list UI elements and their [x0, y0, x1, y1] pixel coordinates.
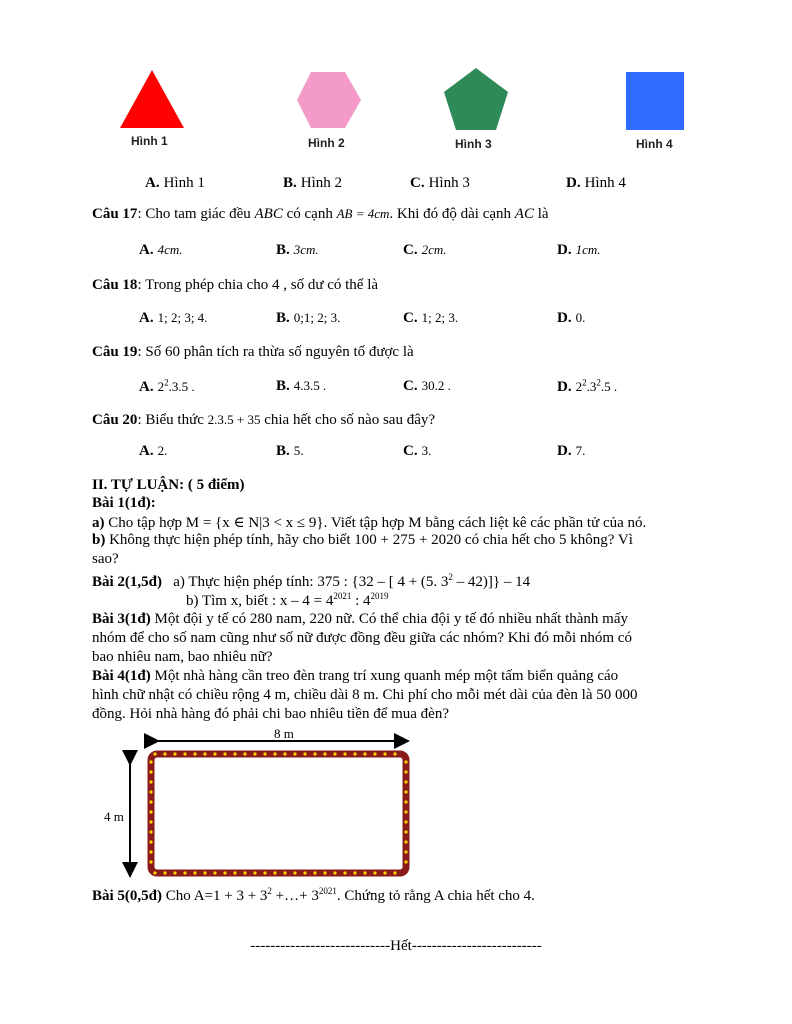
light-bulb — [193, 752, 196, 755]
q17-option-d: D. 1cm. — [557, 242, 601, 258]
q18-option-b: B. 0;1; 2; 3. — [276, 310, 341, 326]
question-17: Câu 17: Cho tam giác đều ABC có cạnh AB = 4cm. Khi đó độ dài cạnh AC là — [92, 206, 549, 222]
light-bulb — [404, 810, 407, 813]
bai-3-line-1: Bài 3(1đ) Một đội y tế có 280 nam, 220 nữ. Có thể chia đội y tế đó nhiều nhất thành mấy — [92, 611, 628, 627]
light-bulb — [363, 871, 366, 874]
shapes-figure — [0, 60, 792, 140]
q16-option-c: C. Hình 3 — [410, 175, 470, 191]
light-bulb — [383, 871, 386, 874]
shape-label-1: Hình 1 — [131, 134, 168, 148]
light-bulb — [149, 820, 152, 823]
light-bulb — [263, 871, 266, 874]
bai-1-b: b) Không thực hiện phép tính, hãy cho biết 100 + 275 + 2020 có chia hết cho 5 không? Vì — [92, 532, 633, 548]
light-bulb — [223, 752, 226, 755]
light-bulb — [404, 850, 407, 853]
light-bulb — [404, 830, 407, 833]
light-bulb — [353, 871, 356, 874]
light-bulb — [323, 871, 326, 874]
light-bulb — [149, 780, 152, 783]
bai-4-line-1: Bài 4(1đ) Một nhà hàng cần treo đèn trang trí xung quanh mép một tấm biển quảng cáo — [92, 668, 619, 684]
light-bulb — [393, 752, 396, 755]
light-bulb — [149, 810, 152, 813]
light-bulb — [373, 871, 376, 874]
light-bulb — [213, 752, 216, 755]
q18-option-c: C. 1; 2; 3. — [403, 310, 459, 326]
pentagon-shape — [444, 68, 508, 130]
q19-option-a: A. $2^2.3.5$ . — [139, 378, 195, 396]
light-bulb — [404, 780, 407, 783]
light-bulb — [263, 752, 266, 755]
q20-option-c: C. 3. — [403, 443, 432, 459]
bai-4-line-2: hình chữ nhật có chiều rộng 4 m, chiều dài 8 m. Chi phí cho mỗi mét dài của đèn là 50 000 — [92, 687, 638, 703]
light-bulb — [293, 752, 296, 755]
light-bulb — [233, 752, 236, 755]
bai-4-line-3: đồng. Hỏi nhà hàng đó phải chi bao nhiêu tiền để mua đèn? — [92, 706, 449, 722]
light-bulb — [273, 752, 276, 755]
bai-1-b-cont: sao? — [92, 551, 119, 567]
q16-option-a: A. Hình 1 — [145, 175, 205, 191]
light-bulb — [149, 790, 152, 793]
end-marker: ----------------------------Hết-------------------------- — [250, 938, 542, 954]
light-bulb — [303, 871, 306, 874]
question-20: Câu 20: Biểu thức 2.3.5 + 35 chia hết cho số nào sau đây? — [92, 412, 436, 428]
light-bulb — [253, 752, 256, 755]
light-bulb — [303, 752, 306, 755]
light-bulb — [203, 871, 206, 874]
light-bulb — [149, 850, 152, 853]
q19-option-d: D. $2^2.3^2.5$ . — [557, 378, 618, 396]
light-bulb — [363, 752, 366, 755]
light-bulb — [333, 871, 336, 874]
shape-label-4: Hình 4 — [636, 137, 673, 151]
light-bulb — [173, 752, 176, 755]
height-label: 4 m — [104, 809, 124, 824]
bai-1-title: Bài 1(1đ): — [92, 495, 156, 511]
light-bulb — [149, 830, 152, 833]
light-bulb — [153, 752, 156, 755]
light-bulb — [404, 760, 407, 763]
light-bulb — [404, 840, 407, 843]
bai-2-b: b) Tìm x, biết : $x - 4 = 4^{2021}$ : $4^{2019}$ — [186, 591, 389, 609]
sign-frame — [151, 754, 406, 873]
light-bulb — [353, 752, 356, 755]
light-bulb — [333, 752, 336, 755]
light-bulb — [313, 752, 316, 755]
light-bulb — [383, 752, 386, 755]
light-bulb — [404, 770, 407, 773]
question-18: Câu 18: Trong phép chia cho 4 , số dư có thể là — [92, 277, 379, 293]
q16-option-d: D. Hình 4 — [566, 175, 626, 191]
light-bulb — [313, 871, 316, 874]
light-bulb — [183, 752, 186, 755]
q18-option-d: D. 0. — [557, 310, 586, 326]
light-bulb — [149, 840, 152, 843]
sign-figure — [0, 730, 792, 880]
q20-option-b: B. 5. — [276, 443, 304, 459]
light-bulb — [243, 871, 246, 874]
light-bulb — [283, 871, 286, 874]
width-label: 8 m — [274, 726, 294, 741]
part-2-title: II. TỰ LUẬN: ( 5 điểm) — [92, 477, 245, 493]
triangle-shape — [120, 70, 184, 128]
light-bulb — [373, 752, 376, 755]
q20-option-d: D. 7. — [557, 443, 586, 459]
bai-5: Bài 5(0,5đ) Cho $A=1 + 3 + 3^2$ +…+ $3^{2021}$. Chứng tỏ rằng A chia hết cho 4. — [92, 886, 535, 904]
bai-3-line-3: bao nhiêu nam, bao nhiêu nữ? — [92, 649, 273, 665]
light-bulb — [223, 871, 226, 874]
shape-label-2: Hình 2 — [308, 136, 345, 150]
light-bulb — [253, 871, 256, 874]
light-bulb — [153, 871, 156, 874]
light-bulb — [273, 871, 276, 874]
light-bulb — [149, 770, 152, 773]
light-bulb — [193, 871, 196, 874]
question-19: Câu 19: Số 60 phân tích ra thừa số nguyên tố được là — [92, 344, 414, 360]
light-bulb — [149, 760, 152, 763]
light-bulb — [343, 871, 346, 874]
q18-option-a: A. 1; 2; 3; 4. — [139, 310, 208, 326]
q20-option-a: A. 2. — [139, 443, 168, 459]
light-bulb — [323, 752, 326, 755]
light-bulb — [163, 871, 166, 874]
q19-option-b: B. 4.3.5 . — [276, 378, 327, 394]
light-bulb — [293, 871, 296, 874]
q17-option-b: B. 3cm. — [276, 242, 319, 258]
light-bulb — [203, 752, 206, 755]
q17-option-a: A. 4cm. — [139, 242, 183, 258]
light-bulb — [149, 860, 152, 863]
light-bulb — [404, 820, 407, 823]
light-bulb — [173, 871, 176, 874]
bai-2-a: Bài 2(1,5đ) a) Thực hiện phép tính: 375 : {32 – [ 4 + (5. $3^2 - 42)]\} - 14$ — [92, 572, 531, 590]
square-shape — [626, 72, 684, 130]
hexagon-shape — [297, 72, 361, 128]
light-bulb — [213, 871, 216, 874]
shape-label-3: Hình 3 — [455, 137, 492, 151]
light-bulb — [243, 752, 246, 755]
light-bulb — [283, 752, 286, 755]
light-bulb — [149, 800, 152, 803]
light-bulb — [404, 860, 407, 863]
bai-3-line-2: nhóm để cho số nam cũng như số nữ được đồng đều giữa các nhóm? Khi đó mỗi nhóm có — [92, 630, 632, 646]
light-bulb — [404, 800, 407, 803]
light-bulb — [404, 790, 407, 793]
bai-1-a: a) Cho tập hợp M = {x ∈ N|3 < x ≤ 9}. Viết tập hợp M bằng cách liệt kê các phần tử của nó. — [92, 515, 647, 531]
q17-option-c: C. 2cm. — [403, 242, 447, 258]
light-bulb — [183, 871, 186, 874]
light-bulb — [393, 871, 396, 874]
q16-option-b: B. Hình 2 — [283, 175, 343, 191]
light-bulb — [233, 871, 236, 874]
light-bulb — [343, 752, 346, 755]
light-bulb — [163, 752, 166, 755]
q19-option-c: C. 30.2 . — [403, 378, 451, 394]
